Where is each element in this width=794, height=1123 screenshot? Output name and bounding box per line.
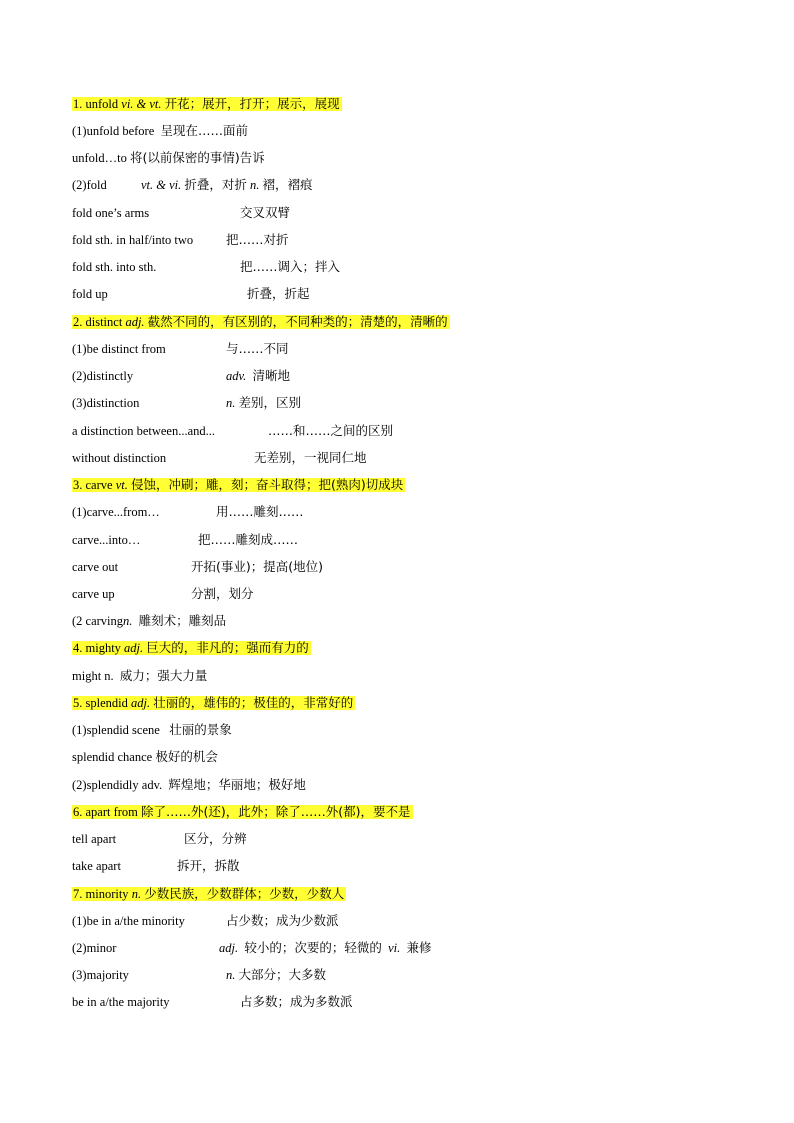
part-of-speech: vt.	[115, 478, 128, 492]
term: (3)distinction	[72, 396, 140, 410]
term: (1)carve...from…	[72, 505, 160, 519]
entry-row	[72, 775, 306, 795]
term: (2)distinctly	[72, 369, 134, 383]
term: 7. minority	[73, 887, 129, 901]
term: 1. unfold	[73, 97, 119, 111]
part-of-speech: vi. & vt.	[121, 97, 162, 111]
entry-row	[72, 257, 341, 277]
term: (3)majority	[72, 968, 129, 982]
term: a distinction between...and...	[72, 424, 216, 438]
entry-row	[72, 611, 226, 631]
meaning: 拆开，拆散	[177, 858, 240, 873]
meaning: 呈现在……面前	[160, 123, 249, 138]
meaning: ……和……之间的区别	[268, 423, 394, 438]
term: without distinction	[72, 451, 167, 465]
entry-row	[72, 448, 367, 468]
entry-row	[72, 393, 302, 413]
term: carve...into…	[72, 533, 141, 547]
term: splendid chance	[72, 750, 153, 764]
meaning: 把……调入；拌入	[240, 259, 341, 274]
entry-row	[72, 557, 324, 577]
term: fold sth. into sth.	[72, 260, 157, 274]
meaning: 差别，区别	[238, 395, 302, 410]
meaning: 区分，分辨	[184, 831, 247, 846]
entry-row	[72, 584, 254, 604]
entry-row	[72, 421, 394, 441]
part-of-speech: n.	[226, 968, 236, 982]
meaning: 壮丽的，雄伟的；极佳的，非常好的	[153, 695, 354, 710]
meaning: 除了……外(还)，此外；除了……外(都)，要不是	[141, 804, 411, 819]
highlight	[72, 97, 342, 111]
meaning: 少数民族，少数群体；少数，少数人	[144, 886, 345, 901]
part-of-speech: adj.	[130, 696, 151, 710]
entry-heading	[72, 693, 355, 713]
entry-row	[72, 203, 291, 223]
highlight	[72, 478, 405, 492]
meaning: 开拓(事业)；提高(地位)	[191, 559, 324, 574]
term: tell apart	[72, 832, 117, 846]
term: fold sth. in half/into two	[72, 233, 194, 247]
entry-row	[72, 284, 310, 304]
entry-heading	[72, 94, 342, 114]
part-of-speech: n.	[131, 887, 142, 901]
highlight	[72, 641, 311, 655]
entry-row	[72, 148, 265, 168]
part-of-speech: vi.	[388, 941, 401, 955]
meaning: 褶，褶痕	[262, 177, 313, 192]
meaning: 折叠，对折	[184, 177, 247, 192]
term: (1)be distinct from	[72, 342, 166, 356]
meaning: 与……不同	[226, 341, 289, 356]
meaning: 威力；强大力量	[119, 668, 208, 683]
highlight	[72, 887, 346, 901]
term: (2)fold	[72, 178, 107, 192]
entry-heading	[72, 802, 413, 822]
part-of-speech: n.	[123, 614, 133, 628]
entry-row	[72, 829, 247, 849]
part-of-speech: vt. & vi.	[141, 178, 182, 192]
highlight	[72, 696, 355, 710]
entry-heading	[72, 475, 405, 495]
meaning: 较小的；次要的；轻微的	[244, 940, 382, 955]
entry-row	[72, 938, 432, 958]
entry-row	[72, 339, 289, 359]
term: (1)splendid scene	[72, 723, 160, 737]
term: be in a/the majority	[72, 995, 170, 1009]
term: 3. carve	[73, 478, 113, 492]
entry-row	[72, 230, 289, 250]
entry-row	[72, 720, 232, 740]
part-of-speech: adj.	[124, 641, 144, 655]
meaning: 分割，划分	[191, 586, 254, 601]
entry-heading	[72, 884, 346, 904]
term: 4. mighty	[73, 641, 121, 655]
entry-row	[72, 366, 291, 386]
entry-heading	[72, 638, 311, 658]
entry-row	[72, 965, 327, 985]
part-of-speech: adj.	[219, 941, 239, 955]
entry-row	[72, 502, 304, 522]
highlight	[72, 805, 413, 819]
meaning: 用……雕刻……	[216, 504, 304, 519]
meaning: 无差别，一视同仁地	[254, 450, 367, 465]
term: might n.	[72, 669, 114, 683]
meaning: 极好的机会	[155, 749, 218, 764]
entry-row	[72, 530, 299, 550]
term: fold one’s arms	[72, 206, 150, 220]
entry-row	[72, 121, 248, 141]
entry-heading	[72, 312, 450, 332]
term: carve out	[72, 560, 119, 574]
highlight	[72, 315, 450, 329]
meaning: 把……雕刻成……	[198, 532, 299, 547]
meaning: 大部分；大多数	[238, 967, 327, 982]
meaning: 截然不同的，有区别的，不同种类的；清楚的，清晰的	[147, 314, 448, 329]
meaning: 占少数；成为少数派	[226, 913, 339, 928]
entry-row	[72, 911, 339, 931]
part-of-speech: adj.	[125, 315, 145, 329]
term: (1)be in a/the minority	[72, 914, 185, 928]
meaning: 折叠，折起	[247, 286, 310, 301]
part-of-speech: n.	[250, 178, 260, 192]
meaning: 开花；展开，打开；展示，展现	[164, 96, 340, 111]
meaning: 交叉双臂	[240, 205, 291, 220]
meaning: 辉煌地；华丽地；极好地	[168, 777, 306, 792]
term: (1)unfold before	[72, 124, 155, 138]
meaning: 占多数；成为多数派	[240, 994, 353, 1009]
meaning: 壮丽的景象	[169, 722, 232, 737]
term: 2. distinct	[73, 315, 123, 329]
meaning: 侵蚀，冲刷；雕，刻；奋斗取得；把(熟肉)切成块	[130, 477, 404, 492]
part-of-speech: adv.	[226, 369, 247, 383]
term: carve up	[72, 587, 115, 601]
entry-row	[72, 992, 353, 1012]
part-of-speech: n.	[226, 396, 236, 410]
meaning: 将(以前保密的事情)告诉	[129, 150, 265, 165]
entry-row	[72, 175, 313, 195]
term: 6. apart from	[73, 805, 138, 819]
meaning: 清晰地	[252, 368, 291, 383]
term: (2 carving	[72, 614, 124, 628]
term: take apart	[72, 859, 121, 873]
meaning: 把……对折	[226, 232, 289, 247]
term: fold up	[72, 287, 108, 301]
term: (2)minor	[72, 941, 117, 955]
term: unfold…to	[72, 151, 127, 165]
entry-row	[72, 666, 207, 686]
term: 5. splendid	[73, 696, 128, 710]
meaning: 兼修	[406, 940, 432, 955]
entry-row	[72, 747, 218, 767]
entry-row	[72, 856, 240, 876]
meaning: 巨大的，非凡的；强而有力的	[146, 640, 309, 655]
meaning: 雕刻术；雕刻品	[138, 613, 227, 628]
term: (2)splendidly adv.	[72, 778, 163, 792]
